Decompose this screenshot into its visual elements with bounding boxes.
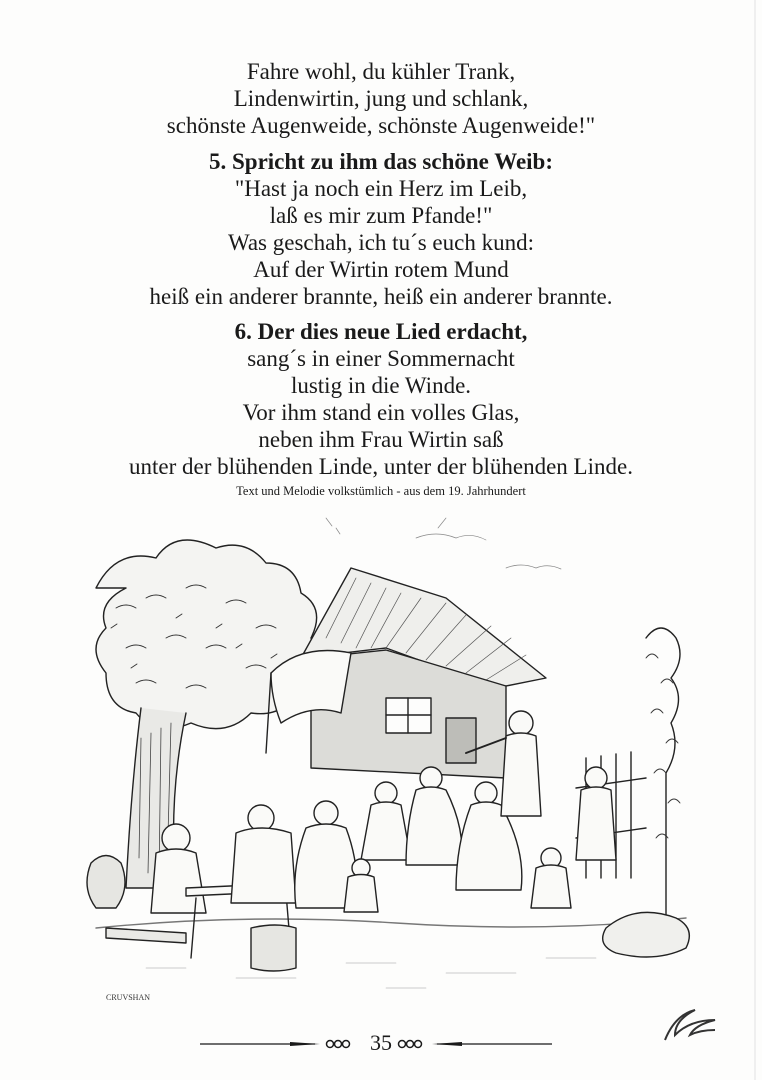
verse-line: Was geschah, ich tu´s euch kund:: [227, 230, 534, 255]
verse-line: heiß ein anderer brannte, heiß ein anderer brannte.: [149, 284, 613, 309]
verse-line: Vor ihm stand ein volles Glas,: [242, 400, 520, 425]
stanza-heading: 5. Spricht zu ihm das schöne Weib:: [209, 149, 553, 174]
verse-line: Lindenwirtin, jung und schlank,: [233, 86, 529, 111]
page-number: 35: [370, 1030, 392, 1055]
page-footer: [0, 1028, 762, 1058]
verse-line: neben ihm Frau Wirtin saß: [258, 427, 504, 452]
verse-line: sang´s in einer Sommernacht: [247, 346, 515, 371]
verse-line: "Hast ja noch ein Herz im Leib,: [234, 176, 528, 201]
stanza-4-ending: [0, 58, 762, 139]
verse-line: laß es mir zum Pfande!": [269, 203, 493, 228]
tavern-dance-illustration: [86, 508, 696, 1008]
verse-line: schönste Augenweide, schönste Augenweide!": [166, 113, 596, 138]
page-edge-shadow: [754, 0, 756, 1080]
verse-line: unter der blühenden Linde, unter der blühenden Linde.: [129, 454, 633, 479]
verse-line: Fahre wohl, du kühler Trank,: [246, 59, 516, 84]
stanza-heading: 6. Der dies neue Lied erdacht,: [234, 319, 528, 344]
illustration-signature: CRUVSHAN: [106, 993, 151, 1002]
song-credit: Text und Melodie volkstümlich - aus dem 19. Jahrhundert: [236, 484, 526, 498]
stanza-6: [0, 318, 762, 480]
verse-line: lustig in die Winde.: [290, 373, 472, 398]
stanza-5: [0, 148, 762, 310]
verse-line: Auf der Wirtin rotem Mund: [253, 257, 509, 282]
